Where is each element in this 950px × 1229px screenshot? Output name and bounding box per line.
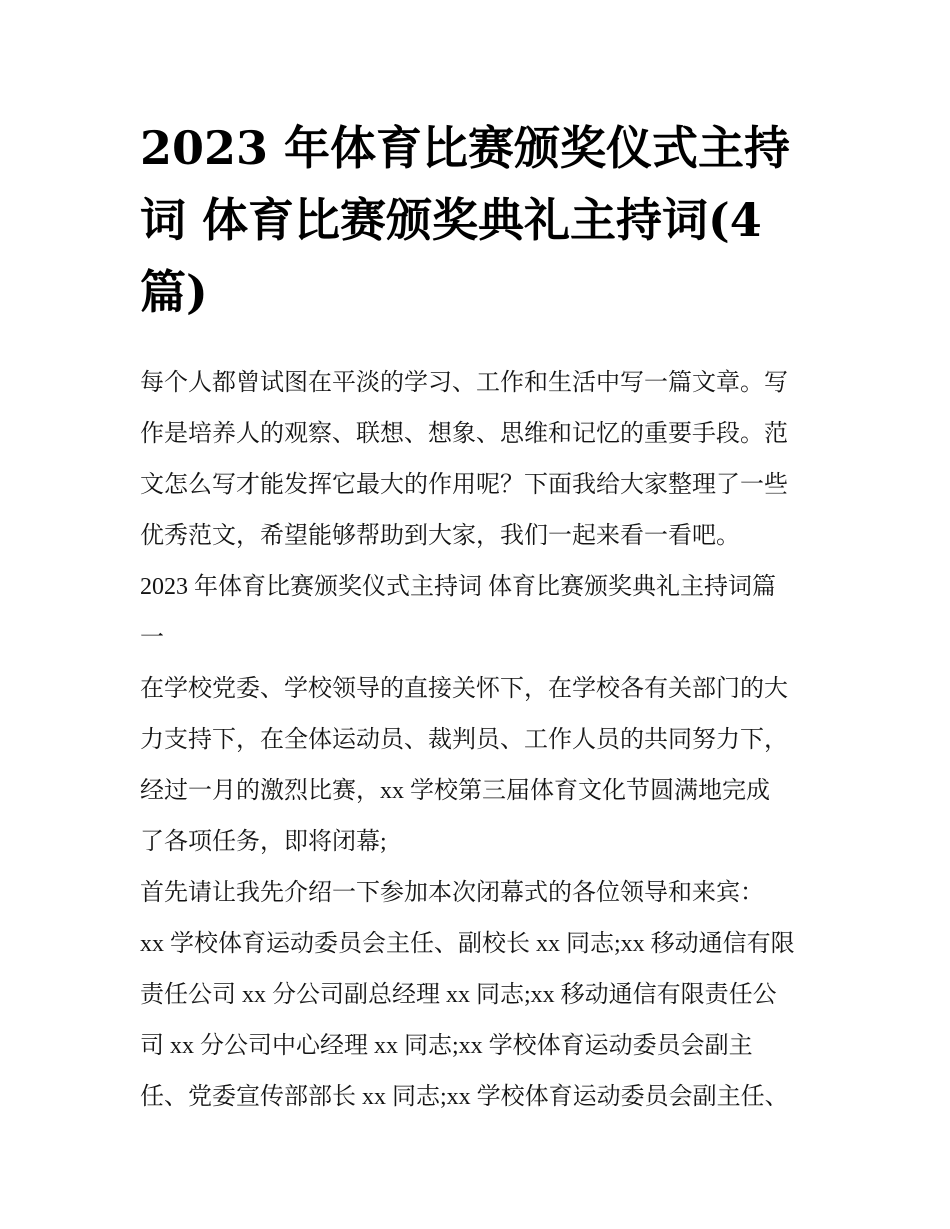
section-heading-line: 一 xyxy=(140,625,164,651)
body-line: xx 学校体育运动委员会主任、副校长 xx 同志;xx 移动通信有限 xyxy=(140,931,795,957)
title-line: 篇) xyxy=(140,265,208,319)
body-line: 司 xx 分公司中心经理 xx 同志;xx 学校体育运动委员会副主 xyxy=(140,1033,753,1059)
body-line: 每个人都曾试图在平淡的学习、工作和生活中写一篇文章。写 xyxy=(140,370,788,396)
body-line: 在学校党委、学校领导的直接关怀下，在学校各有关部门的大 xyxy=(140,676,788,702)
body-line: 作是培养人的观察、联想、想象、思维和记忆的重要手段。范 xyxy=(140,421,788,447)
body-line: 首先请让我先介绍一下参加本次闭幕式的各位领导和来宾： xyxy=(140,880,764,906)
title-line: 2023 年体育比赛颁奖仪式主持 xyxy=(140,121,791,175)
body-line: 经过一月的激烈比赛，xx 学校第三届体育文化节圆满地完成 xyxy=(140,778,770,804)
body-line: 任、党委宣传部部长 xx 同志;xx 学校体育运动委员会副主任、 xyxy=(140,1084,789,1110)
body-line: 优秀范文，希望能够帮助到大家，我们一起来看一看吧。 xyxy=(140,523,740,549)
section-heading-line: 2023 年体育比赛颁奖仪式主持词 体育比赛颁奖典礼主持词篇 xyxy=(140,574,776,600)
document-body xyxy=(140,358,820,1123)
body-line: 力支持下，在全体运动员、裁判员、工作人员的共同努力下， xyxy=(140,727,788,753)
body-line: 了各项任务，即将闭幕; xyxy=(140,829,387,855)
document-title xyxy=(140,112,812,328)
body-line: 文怎么写才能发挥它最大的作用呢？下面我给大家整理了一些 xyxy=(140,472,788,498)
body-line: 责任公司 xx 分公司副总经理 xx 同志;xx 移动通信有限责任公 xyxy=(140,982,777,1008)
title-line: 词 体育比赛颁奖典礼主持词(4 xyxy=(140,193,762,247)
